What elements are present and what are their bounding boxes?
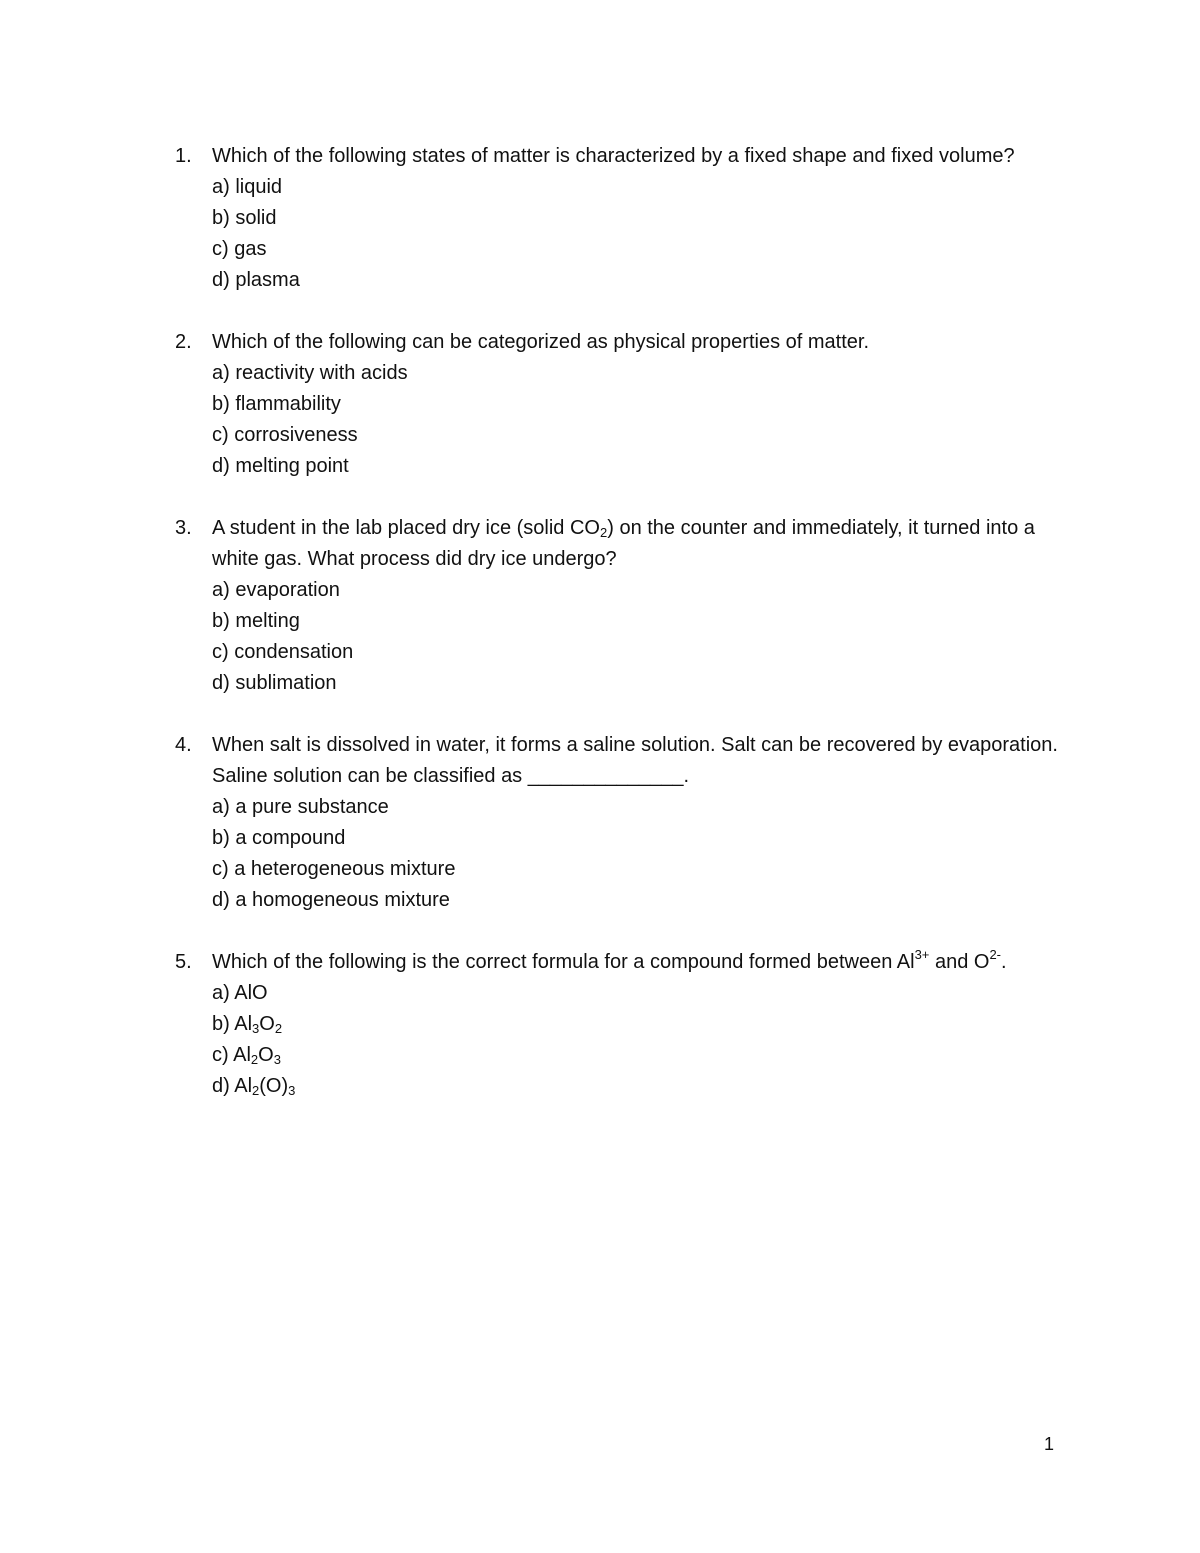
- question-number: 5.: [175, 951, 192, 973]
- question-1: [175, 141, 1075, 296]
- question-number: 2.: [175, 331, 192, 353]
- answer-options: [212, 978, 1075, 1102]
- subscript: 3: [252, 1021, 260, 1036]
- question-5: [175, 947, 1075, 1102]
- answer-option: d) melting point: [212, 455, 349, 477]
- subscript: 2: [600, 525, 608, 540]
- question-list: [175, 141, 1075, 1133]
- answer-option: [212, 978, 1075, 1009]
- question-number: 3.: [175, 517, 192, 539]
- answer-option: d) sublimation: [212, 672, 337, 694]
- answer-options: [212, 358, 1075, 482]
- answer-option: d) a homogeneous mixture: [212, 889, 450, 911]
- question-3: [175, 513, 1075, 699]
- question-text-part: and O: [929, 951, 990, 973]
- question-number: 1.: [175, 145, 192, 167]
- formula-part: a) AlO: [212, 982, 268, 1004]
- question-text: When salt is dissolved in water, it forms a saline solution. Salt can be recovered by evaporation. Saline solution can be classified as ______________.: [212, 734, 1058, 787]
- superscript: 2-: [989, 947, 1002, 962]
- question-text: [212, 513, 1075, 575]
- subscript: 2: [274, 1021, 283, 1036]
- question-text: Which of the following states of matter is characterized by a fixed shape and fixed volume?: [212, 145, 1015, 167]
- answer-option: [212, 1040, 1075, 1071]
- page-number: 1: [1044, 1434, 1055, 1454]
- question-text-part: ) on the counter and immediately, it turned into a white gas. What process did dry ice undergo?: [212, 517, 1035, 570]
- question-number: 4.: [175, 734, 192, 756]
- answer-option: c) gas: [212, 238, 267, 260]
- formula-part: c) Al: [212, 1044, 251, 1066]
- answer-option: b) a compound: [212, 827, 346, 849]
- answer-option: c) corrosiveness: [212, 424, 358, 446]
- formula-part: O: [259, 1013, 275, 1035]
- answer-option: d) plasma: [212, 269, 300, 291]
- question-text-part: Which of the following is the correct formula for a compound formed between Al: [212, 951, 915, 973]
- subscript: 3: [273, 1052, 281, 1067]
- answer-option: a) a pure substance: [212, 796, 389, 818]
- question-text-part: .: [1001, 951, 1007, 973]
- subscript: 3: [288, 1083, 296, 1098]
- answer-options: [212, 792, 1075, 916]
- answer-option: c) a heterogeneous mixture: [212, 858, 456, 880]
- answer-option: a) reactivity with acids: [212, 362, 408, 384]
- formula-part: O: [258, 1044, 274, 1066]
- answer-option: b) melting: [212, 610, 300, 632]
- answer-options: [212, 575, 1075, 699]
- question-text: Which of the following can be categorized as physical properties of matter.: [212, 331, 870, 353]
- answer-option: a) evaporation: [212, 579, 340, 601]
- question-text-part: A student in the lab placed dry ice (solid CO: [212, 517, 600, 539]
- answer-option: [212, 1071, 1075, 1102]
- question-text: [212, 947, 1075, 978]
- answer-option: c) condensation: [212, 641, 354, 663]
- question-4: [175, 730, 1075, 916]
- answer-option: b) flammability: [212, 393, 341, 415]
- formula-part: b) Al: [212, 1013, 253, 1035]
- formula-part: (O): [259, 1075, 289, 1097]
- subscript: 2: [250, 1052, 259, 1067]
- formula-part: d) Al: [212, 1075, 253, 1097]
- answer-option: [212, 1009, 1075, 1040]
- answer-options: [212, 172, 1075, 296]
- superscript: 3+: [914, 947, 930, 962]
- question-2: [175, 327, 1075, 482]
- answer-option: a) liquid: [212, 176, 283, 198]
- subscript: 2: [252, 1083, 260, 1098]
- answer-option: b) solid: [212, 207, 277, 229]
